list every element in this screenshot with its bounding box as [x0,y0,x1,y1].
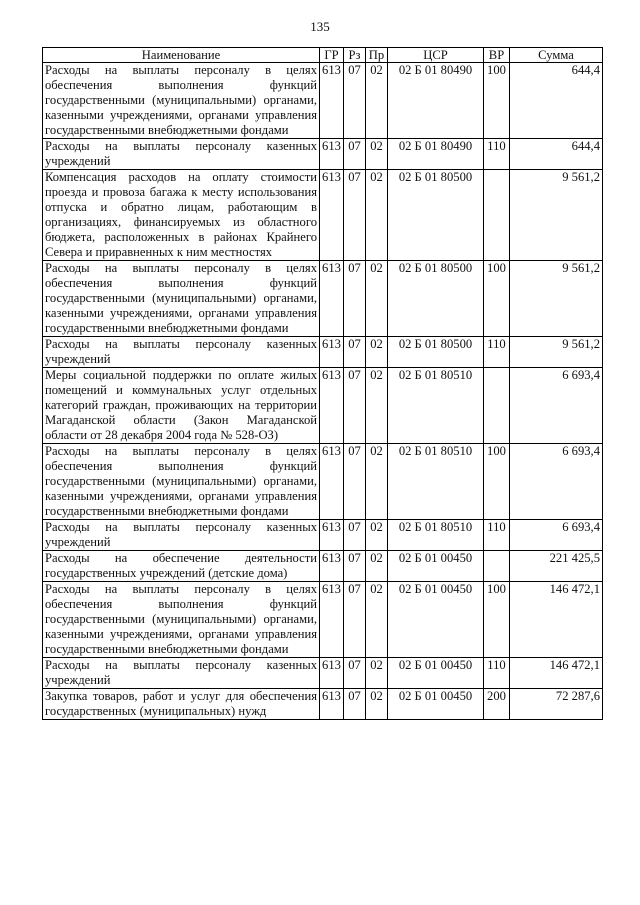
cell-pr: 02 [366,337,388,368]
header-vr: ВР [484,48,510,63]
cell-name: Компенсация расходов на оплату стоимости проезда и провоза багажа к месту использования отпуска и обратно лицам, работающим в организациях, финансируемых из областного бюджета, расположенных в районах Крайнего Севера и приравненных к ним местностях [43,170,320,261]
cell-name: Расходы на выплаты персоналу казенных учреждений [43,658,320,689]
header-name: Наименование [43,48,320,63]
cell-rz: 07 [344,520,366,551]
header-pr: Пр [366,48,388,63]
table-row [43,689,603,720]
table-row [43,63,603,139]
cell-pr: 02 [366,139,388,170]
cell-vr: 110 [484,520,510,551]
cell-name: Закупка товаров, работ и услуг для обеспечения государственных (муниципальных) нужд [43,689,320,720]
cell-gr: 613 [320,689,344,720]
cell-name: Расходы на выплаты персоналу в целях обеспечения выполнения функций государственными (муниципальными) органами, казенными учреждениями, органами управления государственными внебюджетными фондами [43,261,320,337]
table-body [43,63,603,720]
cell-sum: 9 561,2 [510,337,603,368]
cell-gr: 613 [320,551,344,582]
cell-rz: 07 [344,63,366,139]
cell-csr: 02 Б 01 00450 [388,689,484,720]
cell-name: Расходы на выплаты персоналу казенных учреждений [43,139,320,170]
cell-rz: 07 [344,582,366,658]
cell-gr: 613 [320,170,344,261]
table-row [43,170,603,261]
cell-sum: 644,4 [510,63,603,139]
cell-vr: 200 [484,689,510,720]
cell-csr: 02 Б 01 80490 [388,139,484,170]
cell-rz: 07 [344,170,366,261]
cell-sum: 644,4 [510,139,603,170]
cell-name: Расходы на выплаты персоналу казенных учреждений [43,337,320,368]
cell-csr: 02 Б 01 80490 [388,63,484,139]
cell-gr: 613 [320,261,344,337]
cell-name: Меры социальной поддержки по оплате жилых помещений и коммунальных услуг отдельных категорий граждан, проживающих на территории Магаданской области (Закон Магаданской области от 28 декабря 2004 года № 528-ОЗ) [43,368,320,444]
table-row [43,582,603,658]
cell-csr: 02 Б 01 80510 [388,520,484,551]
cell-name: Расходы на выплаты персоналу в целях обеспечения выполнения функций государственными (муниципальными) органами, казенными учреждениями, органами управления государственными внебюджетными фондами [43,582,320,658]
cell-vr: 100 [484,63,510,139]
cell-name: Расходы на выплаты персоналу в целях обеспечения выполнения функций государственными (муниципальными) органами, казенными учреждениями, органами управления государственными внебюджетными фондами [43,63,320,139]
table-header-row [43,48,603,63]
cell-gr: 613 [320,582,344,658]
header-gr: ГР [320,48,344,63]
cell-sum: 146 472,1 [510,582,603,658]
cell-sum: 221 425,5 [510,551,603,582]
cell-vr: 100 [484,582,510,658]
cell-sum: 146 472,1 [510,658,603,689]
cell-vr [484,170,510,261]
cell-rz: 07 [344,368,366,444]
cell-sum: 6 693,4 [510,444,603,520]
cell-gr: 613 [320,520,344,551]
cell-sum: 9 561,2 [510,261,603,337]
cell-vr: 100 [484,444,510,520]
cell-vr [484,551,510,582]
budget-table [42,47,603,720]
table-row [43,444,603,520]
header-rz: Рз [344,48,366,63]
cell-rz: 07 [344,337,366,368]
cell-csr: 02 Б 01 80510 [388,444,484,520]
cell-pr: 02 [366,520,388,551]
cell-pr: 02 [366,658,388,689]
table-row [43,261,603,337]
cell-name: Расходы на выплаты персоналу казенных учреждений [43,520,320,551]
cell-vr: 110 [484,139,510,170]
cell-vr: 100 [484,261,510,337]
table-row [43,520,603,551]
cell-vr: 110 [484,658,510,689]
cell-csr: 02 Б 01 80500 [388,170,484,261]
cell-rz: 07 [344,261,366,337]
cell-gr: 613 [320,63,344,139]
cell-rz: 07 [344,139,366,170]
cell-pr: 02 [366,444,388,520]
cell-rz: 07 [344,658,366,689]
cell-pr: 02 [366,582,388,658]
cell-csr: 02 Б 01 00450 [388,582,484,658]
cell-pr: 02 [366,689,388,720]
table-row [43,368,603,444]
page-number: 135 [310,19,330,34]
cell-gr: 613 [320,139,344,170]
cell-csr: 02 Б 01 00450 [388,551,484,582]
table-row [43,139,603,170]
cell-pr: 02 [366,261,388,337]
cell-rz: 07 [344,689,366,720]
cell-csr: 02 Б 01 80500 [388,337,484,368]
cell-vr [484,368,510,444]
cell-gr: 613 [320,368,344,444]
cell-csr: 02 Б 01 00450 [388,658,484,689]
cell-sum: 72 287,6 [510,689,603,720]
cell-vr: 110 [484,337,510,368]
header-csr: ЦСР [388,48,484,63]
header-sum: Сумма [510,48,603,63]
cell-csr: 02 Б 01 80500 [388,261,484,337]
cell-name: Расходы на обеспечение деятельности государственных учреждений (детские дома) [43,551,320,582]
table-row [43,551,603,582]
cell-sum: 9 561,2 [510,170,603,261]
cell-gr: 613 [320,337,344,368]
table-row [43,658,603,689]
cell-gr: 613 [320,658,344,689]
cell-rz: 07 [344,444,366,520]
cell-sum: 6 693,4 [510,368,603,444]
cell-name: Расходы на выплаты персоналу в целях обеспечения выполнения функций государственными (муниципальными) органами, казенными учреждениями, органами управления государственными внебюджетными фондами [43,444,320,520]
cell-rz: 07 [344,551,366,582]
cell-csr: 02 Б 01 80510 [388,368,484,444]
cell-pr: 02 [366,63,388,139]
cell-sum: 6 693,4 [510,520,603,551]
cell-pr: 02 [366,551,388,582]
cell-gr: 613 [320,444,344,520]
cell-pr: 02 [366,368,388,444]
table-row [43,337,603,368]
cell-pr: 02 [366,170,388,261]
